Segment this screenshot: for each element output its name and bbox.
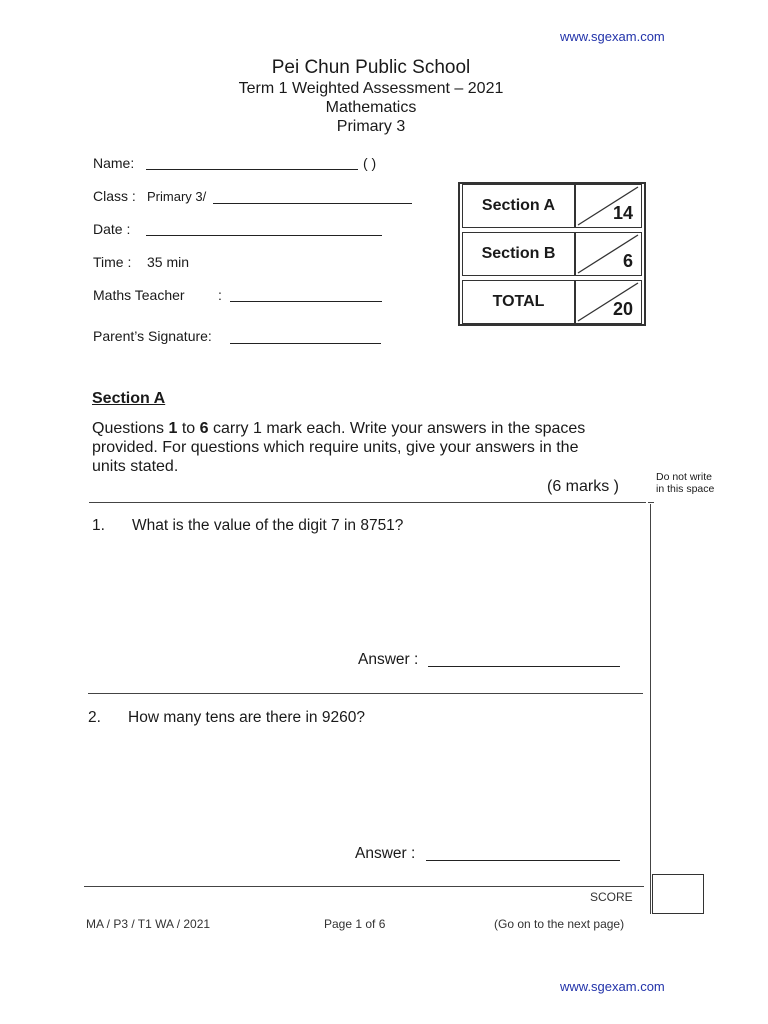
subject-title: Mathematics — [325, 99, 417, 116]
question-number: 2. — [88, 709, 101, 726]
teacher-colon: : — [218, 287, 222, 303]
score-row-section-b — [462, 232, 642, 276]
margin-divider — [648, 502, 654, 503]
time-label: Time : — [93, 254, 132, 270]
max-mark: 6 — [622, 251, 633, 271]
instructions-line-2: provided. For questions which require units, give your answers in the — [92, 439, 579, 456]
teacher-label: Maths Teacher — [93, 287, 185, 303]
score-row-section-a — [462, 184, 642, 228]
class-label: Class : — [93, 188, 136, 204]
instr-bold-start: 1 — [168, 420, 178, 437]
paper-code: MA / P3 / T1 WA / 2021 — [86, 917, 211, 931]
score-box[interactable] — [652, 874, 704, 914]
margin-column-line — [650, 504, 651, 914]
instructions-line-3: units stated. — [92, 458, 179, 475]
school-name: Pei Chun Public School — [271, 57, 471, 78]
score-row-label: TOTAL — [462, 280, 575, 324]
score-cell-total[interactable] — [575, 280, 642, 324]
time-value: 35 min — [147, 254, 190, 270]
max-mark: 14 — [612, 203, 633, 223]
score-row-label: Section B — [462, 232, 575, 276]
class-prefix: Primary 3/ — [147, 189, 207, 204]
margin-note — [656, 471, 714, 495]
section-marks: (6 marks ) — [547, 478, 619, 495]
score-label: SCORE — [590, 890, 633, 904]
score-summary-table — [458, 182, 646, 326]
score-cell-section-a[interactable] — [575, 184, 642, 228]
instr-text: Questions — [92, 420, 169, 437]
instr-text: carry 1 mark each. Write your answers in the spaces — [208, 420, 586, 437]
next-page-note: (Go on to the next page) — [494, 917, 625, 931]
instr-text: to — [177, 420, 200, 437]
answer-label: Answer : — [355, 845, 416, 862]
instr-bold-end: 6 — [199, 420, 209, 437]
section-a-title: Section A — [92, 390, 166, 407]
section-divider — [89, 502, 646, 503]
top-website-link[interactable]: www.sgexam.com — [560, 29, 665, 44]
score-cell-section-b[interactable] — [575, 232, 642, 276]
answer-field-q1[interactable] — [428, 666, 620, 667]
answer-label: Answer : — [358, 651, 419, 668]
register-number-field[interactable]: ( ) — [363, 155, 377, 171]
assessment-title: Term 1 Weighted Assessment – 2021 — [238, 80, 504, 97]
question-text: What is the value of the digit 7 in 8751? — [132, 517, 404, 534]
margin-note-line: Do not write — [656, 471, 713, 483]
page-number: Page 1 of 6 — [324, 917, 386, 931]
date-label: Date : — [93, 221, 131, 237]
teacher-field[interactable] — [230, 301, 382, 302]
bottom-website-link[interactable]: www.sgexam.com — [560, 979, 665, 994]
footer-divider — [84, 886, 644, 887]
class-field[interactable] — [213, 203, 412, 204]
instructions-line-1 — [92, 420, 585, 438]
question-divider — [88, 693, 643, 694]
date-field[interactable] — [146, 235, 382, 236]
parent-signature-field[interactable] — [230, 343, 381, 344]
question-text: How many tens are there in 9260? — [128, 709, 365, 726]
question-number: 1. — [92, 517, 105, 534]
score-row-total — [462, 280, 642, 324]
margin-note-line: in this space — [656, 483, 715, 495]
answer-field-q2[interactable] — [426, 860, 620, 861]
max-mark: 20 — [612, 299, 633, 319]
score-row-label: Section A — [462, 184, 575, 228]
level-title: Primary 3 — [336, 118, 406, 135]
name-field[interactable] — [146, 169, 358, 170]
name-label: Name: — [93, 155, 135, 171]
parent-signature-label: Parent’s Signature: — [93, 328, 212, 344]
